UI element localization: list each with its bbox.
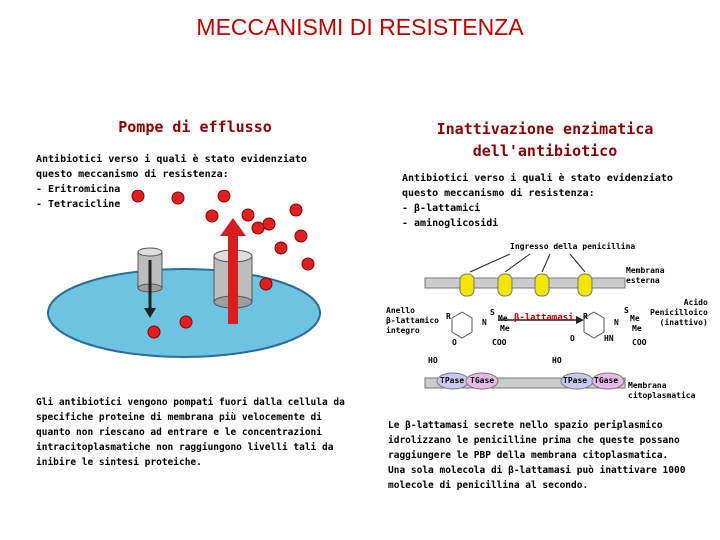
chem-ho-label: HO: [428, 356, 438, 365]
chem-s-label: S: [624, 306, 629, 315]
efflux-heading: Pompe di efflusso: [118, 118, 272, 136]
chem-ho-label: HO: [552, 356, 562, 365]
chem-coo-label: COO: [492, 338, 507, 347]
efflux-description: Gli antibiotici vengono pompati fuori dalla cellula da specifiche proteine di membrana più velocemente di quanto non riescano ad entrare e le concentrazioni intracitoplasmatiche non raggiungono livelli tali da inibire le sintesi proteiche.: [36, 397, 345, 468]
cytoplasmic-membrane-label: Membrana citoplasmatica: [628, 381, 696, 400]
tgase-label: TGase: [594, 376, 619, 385]
beta-lactam-ring-label: Anello β-lattamico integro: [386, 306, 439, 335]
enzymatic-description: Le β-lattamasi secrete nello spazio periplasmico idrolizzano le penicilline prima che queste possano raggiungere le PBP della membrana citoplasmatica. Una sola molecola di β-lattamasi può inattivare 1000 molecole di penicillina al secondo.: [388, 420, 686, 491]
chem-n-label: N: [614, 318, 619, 327]
chem-me-label: Me: [500, 324, 510, 333]
chem-s-label: S: [490, 308, 495, 317]
tpase-label: TPase: [563, 376, 588, 385]
efflux-diagram: [36, 190, 346, 380]
page-title: MECCANISMI DI RESISTENZA: [196, 14, 524, 40]
beta-lactamase-label: β-lattamasi: [514, 313, 574, 323]
chem-o-label: O: [452, 338, 457, 347]
chem-me-label: Me: [630, 314, 640, 323]
chem-coo-label: COO: [632, 338, 647, 347]
tgase-label: TGase: [470, 376, 495, 385]
penicillin-entry-label: Ingresso della penicillina: [510, 242, 636, 251]
penicilloic-acid-label: Acido Penicilloico (inattivo): [650, 298, 708, 327]
outer-membrane-label: Membrana esterna: [626, 266, 665, 285]
chem-n-label: N: [482, 318, 487, 327]
chem-o-label: O: [570, 334, 575, 343]
chem-hn-label: HN: [604, 334, 614, 343]
efflux-intro: Antibiotici verso i quali è stato evidenziato questo meccanismo di resistenza: - Eritromicina - Tetracicline: [36, 154, 307, 210]
membrane-icon: [425, 278, 625, 288]
tpase-label: TPase: [440, 376, 465, 385]
cell-icon: [48, 269, 320, 357]
chem-me-label: Me: [632, 324, 642, 333]
enzymatic-heading: Inattivazione enzimatica dell'antibiotico: [436, 120, 654, 160]
chem-r-label: R: [446, 312, 451, 321]
chem-r-label: R: [583, 312, 588, 321]
enzymatic-intro: Antibiotici verso i quali è stato evidenziato questo meccanismo di resistenza: - β-lattamici - aminoglicosidi: [402, 173, 673, 229]
chem-me-label: Me: [498, 314, 508, 323]
